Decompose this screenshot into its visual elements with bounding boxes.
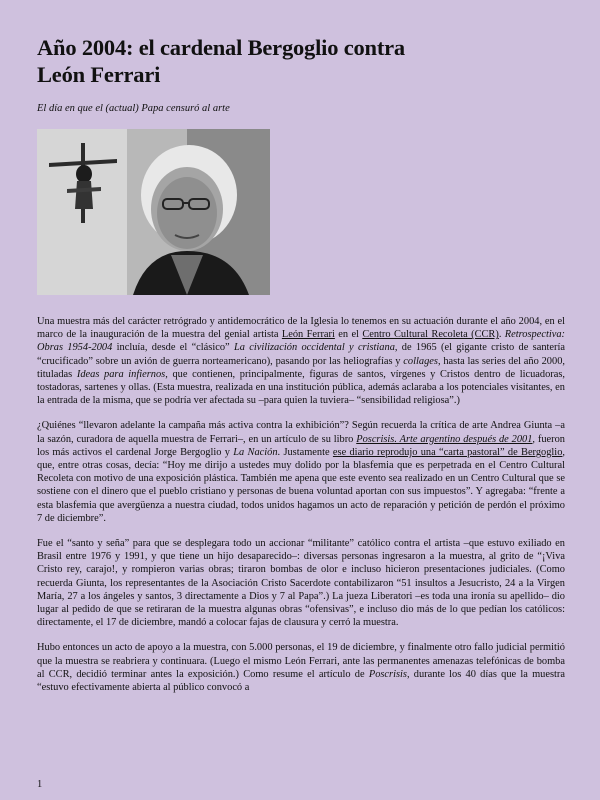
- paragraph-2: ¿Quiénes “llevaron adelante la campaña más activa contra la exhibición”? Según recuerda la crítica de arte Andrea Giunta –a la sazón, curadora de aquella muestra de Ferrari–, en un artículo de su libro Poscrisis. Arte argentino después de 2001, fueron los más activos el cardenal Jorge Bergoglio y La Nación. Justamente ese diario reprodujo una “carta pastoral” de Bergoglio, que, entre otras cosas, decía: “Hoy me dirijo a ustedes muy dolido por la blasfemia que es perpetrada en el Centro Cultural Recoleta con motivo de una exposición plástica. También me apena que este evento sea realizado en un Centro Cultural que se sostiene con el dinero que el pueblo cristiano y personas de buena voluntad aportan con sus impuestos”. Y agregaba: “frente a esta blasfemia que avergüenza a nuestra ciudad, todos unidos hagamos un acto de reparación y petición de perdón el próximo 7 de diciembre”.: [37, 420, 565, 524]
- title-line-2: León Ferrari: [37, 62, 161, 87]
- link-centro-cultural-recoleta[interactable]: Centro Cultural Recoleta (CCR): [362, 329, 499, 341]
- article: [37, 34, 565, 694]
- page-number: 1: [37, 779, 43, 790]
- paragraph-3: Fue el “santo y seña” para que se desplegara todo un accionar “militante” católico contra el artista –que estuvo exiliado en Brasil entre 1976 y 1991, y que tiene un hijo desaparecido–: diversas personas ingresaron a la muestra, al grito de “¡Viva Cristo rey, carajo!, y rompieron varias obras; tiraron bombas de olor e incluso hicieron presentaciones judiciales. (Como recuerda Giunta, los representantes de la Asociación Cristo Sacerdote contabilizaron “51 insultos a Jesucristo, 24 a la Virgen María, 27 a los ángeles y santos, 3 directamente a Dios y 7 al Papa”.) La jueza Liberatori –es toda una ironía su apellido– dio lugar al pedido de que se retiraran de la muestra algunas obras “ofensivas”, e incluso dio más de lo que pedían los católicos: directamente, el 17 de diciembre, mandó a colocar fajas de clausura y cerró la muestra.: [37, 538, 565, 629]
- title-line-1: Año 2004: el cardenal Bergoglio contra: [37, 35, 405, 60]
- article-subtitle: El día en que el (actual) Papa censuró al arte: [37, 103, 230, 114]
- portrait-photo: [37, 129, 270, 295]
- article-title: [37, 34, 565, 88]
- paragraph-4: Hubo entonces un acto de apoyo a la muestra, con 5.000 personas, el 19 de diciembre, y finalmente otro fallo judicial permitió que la muestra se reabriera y continuara. (Luego el mismo León Ferrari, ante las permanentes amenazas telefónicas de bomba al CCR, decidió terminar antes la exposición.) Como resume el artículo de Poscrisis, durante los 40 días que la muestra “estuvo efectivamente abierta al público convocó a: [37, 642, 565, 694]
- paragraph-1: Una muestra más del carácter retrógrado y antidemocrático de la Iglesia lo tenemos en su actuación durante el año 2004, en el marco de la inauguración de la muestra del genial artista León Ferrari en el Centro Cultural Recoleta (CCR). Retrospectiva: Obras 1954-2004 incluía, desde el “clásico” La civilización occidental y cristiana, de 1965 (el gigante cristo de santería “crucificado” sobre un avión de guerra norteamericano), pasando por las heliografías y collages, hasta las series del año 2000, tituladas Ideas para infiernos, que contienen, principalmente, figuras de santos, vírgenes y Cristos dentro de licuadoras, tostadoras, sartenes y ollas. (Esta muestra, realizada en una institución pública, además aclaraba a los potenciales visitantes, en la entrada de la misma, que se podría ver afectada su –para quien la tuviera– “sensibilidad religiosa”.): [37, 316, 565, 407]
- photo-illustration: [37, 129, 270, 295]
- article-body: [37, 315, 565, 694]
- link-poscrisis-book[interactable]: Poscrisis. Arte argentino después de 2001: [356, 433, 533, 445]
- link-leon-ferrari[interactable]: León Ferrari: [281, 329, 335, 341]
- link-carta-pastoral[interactable]: ese diario reprodujo una “carta pastoral” de Bergoglio: [332, 446, 563, 458]
